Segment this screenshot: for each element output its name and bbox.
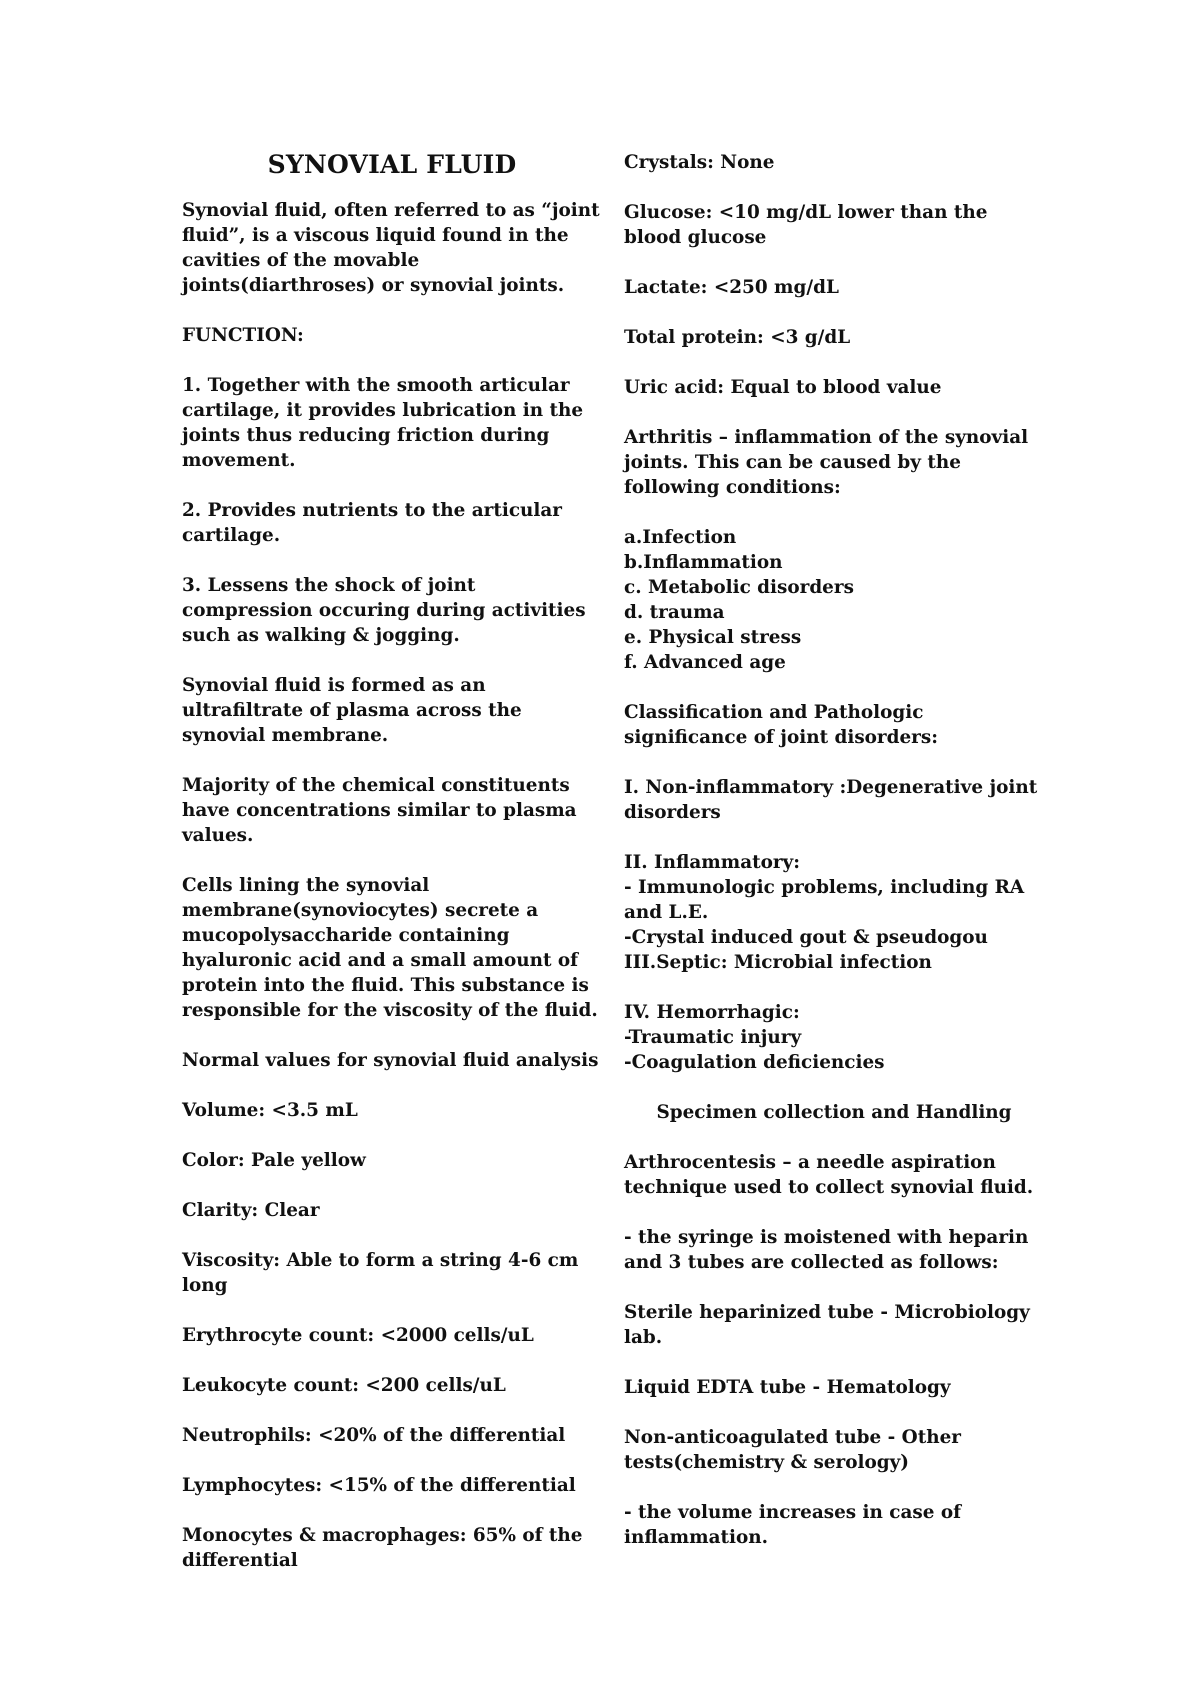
normal-value: Glucose: <10 mg/dL lower than the blood glucose — [624, 202, 988, 248]
syringe-paragraph: - the syringe is moistened with heparin and 3 tubes are collected as follows: — [624, 1227, 1029, 1273]
page-title: SYNOVIAL FLUID — [267, 150, 517, 179]
class-inflammatory-block — [624, 850, 1044, 975]
function-item: 2. Provides nutrients to the articular cartilage. — [182, 500, 562, 546]
normal-value: Color: Pale yellow — [182, 1150, 366, 1171]
normal-value: Volume: <3.5 mL — [182, 1100, 358, 1121]
class-line: II. Inflammatory: — [624, 852, 801, 873]
normal-value: Neutrophils: <20% of the differential — [182, 1425, 566, 1446]
class-line: -Traumatic injury — [624, 1027, 802, 1048]
cause-item: d. trauma — [624, 602, 725, 623]
normal-value: Uric acid: Equal to blood value — [624, 377, 942, 398]
normal-value: Viscosity: Able to form a string 4-6 cm long — [182, 1250, 579, 1296]
class-hemorrhagic-block — [624, 1000, 1044, 1075]
normal-values-heading: Normal values for synovial fluid analysis — [182, 1050, 599, 1071]
cause-item: a.Infection — [624, 527, 737, 548]
right-column — [624, 150, 1044, 1550]
class-line: IV. Hemorrhagic: — [624, 1002, 800, 1023]
normal-value: Monocytes & macrophages: 65% of the differential — [182, 1525, 583, 1571]
classification-heading: Classification and Pathologic significance of joint disorders: — [624, 702, 939, 748]
function-item: 1. Together with the smooth articular cartilage, it provides lubrication in the joints thus reducing friction during movement. — [182, 375, 584, 471]
left-column — [182, 150, 602, 1598]
tube-item: Sterile heparinized tube - Microbiology lab. — [624, 1302, 1030, 1348]
intro-paragraph: Synovial fluid, often referred to as “joint fluid”, is a viscous liquid found in the cavities of the movable joints(diarthroses) or synovial joints. — [182, 200, 600, 296]
cells-paragraph: Cells lining the synovial membrane(synoviocytes) secrete a mucopolysaccharide containing hyaluronic acid and a small amount of protein into the fluid. This substance is responsible for the viscosity of the fluid. — [182, 875, 598, 1021]
cause-item: b.Inflammation — [624, 552, 783, 573]
arthritis-paragraph: Arthritis – inflammation of the synovial joints. This can be caused by the following conditions: — [624, 427, 1029, 498]
normal-value: Erythrocyte count: <2000 cells/uL — [182, 1325, 534, 1346]
volume-note: - the volume increases in case of inflammation. — [624, 1502, 962, 1548]
formation-paragraph: Synovial fluid is formed as an ultrafiltrate of plasma across the synovial membrane. — [182, 675, 522, 746]
causes-list — [624, 525, 1044, 675]
normal-value: Crystals: None — [624, 152, 775, 173]
class-line: III.Septic: Microbial infection — [624, 952, 932, 973]
class-line: -Crystal induced gout & pseudogou — [624, 927, 988, 948]
cause-item: c. Metabolic disorders — [624, 577, 854, 598]
function-heading: FUNCTION: — [182, 325, 304, 346]
function-item: 3. Lessens the shock of joint compression occuring during activities such as walking & jogging. — [182, 575, 586, 646]
tube-item: Liquid EDTA tube - Hematology — [624, 1377, 951, 1398]
normal-value: Clarity: Clear — [182, 1200, 320, 1221]
cause-item: f. Advanced age — [624, 652, 786, 673]
class-line: - Immunologic problems, including RA and L.E. — [624, 877, 1025, 923]
normal-value: Lymphocytes: <15% of the differential — [182, 1475, 576, 1496]
class-non-inflammatory: I. Non-inflammatory :Degenerative joint disorders — [624, 777, 1038, 823]
cause-item: e. Physical stress — [624, 627, 802, 648]
specimen-heading: Specimen collection and Handling — [656, 1102, 1012, 1123]
normal-value: Lactate: <250 mg/dL — [624, 277, 839, 298]
normal-value: Leukocyte count: <200 cells/uL — [182, 1375, 506, 1396]
majority-paragraph: Majority of the chemical constituents have concentrations similar to plasma values. — [182, 775, 577, 846]
tube-item: Non-anticoagulated tube - Other tests(chemistry & serology) — [624, 1427, 961, 1473]
normal-value: Total protein: <3 g/dL — [624, 327, 851, 348]
arthrocentesis-paragraph: Arthrocentesis – a needle aspiration technique used to collect synovial fluid. — [624, 1152, 1034, 1198]
class-line: -Coagulation deficiencies — [624, 1052, 885, 1073]
